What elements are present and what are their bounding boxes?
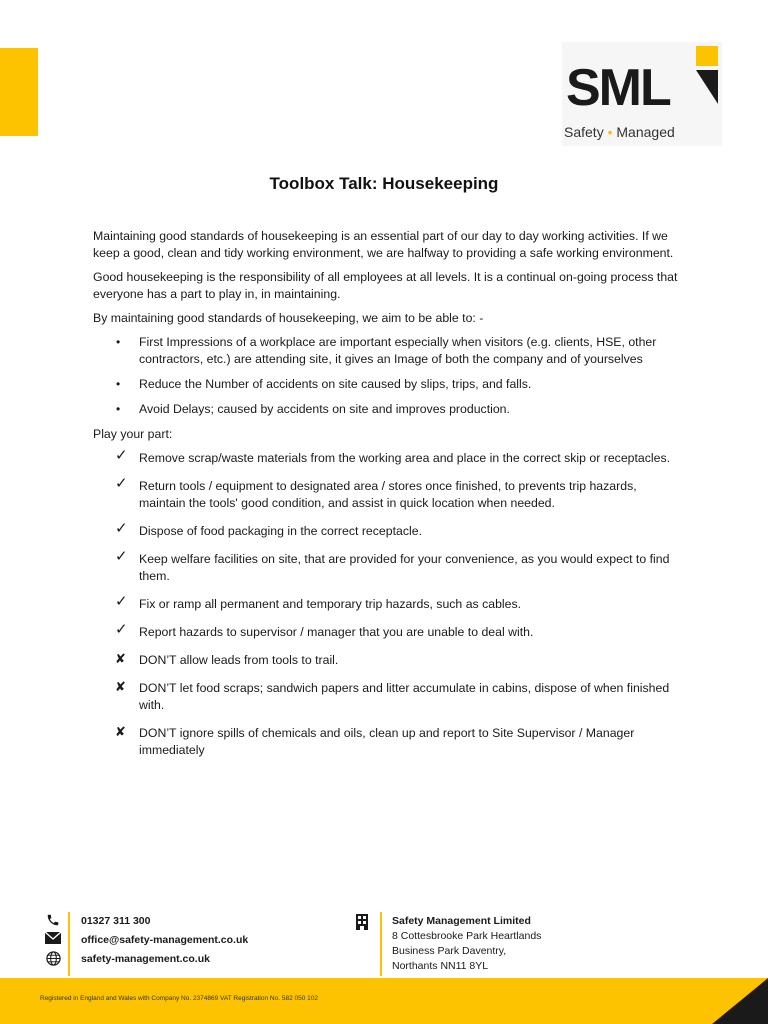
checkmark-icon: ✓ — [115, 447, 128, 464]
divider — [380, 912, 382, 976]
footer-corner-triangle — [712, 978, 768, 1024]
company-logo — [562, 42, 722, 146]
list-item: ✓ Report hazards to supervisor / manager that you are unable to deal with. — [115, 621, 534, 639]
list-item: ✘ DON’T allow leads from tools to trail. — [115, 651, 339, 667]
footer-contacts — [0, 910, 768, 978]
company-name: Safety Management Limited — [392, 915, 531, 927]
list-item: ✓ Remove scrap/waste materials from the working area and place in the correct skip or receptacles. — [115, 447, 671, 465]
list-item: ✓ Fix or ramp all permanent and temporary trip hazards, such as cables. — [115, 593, 522, 611]
list-item: • Avoid Delays; caused by accidents on site and improves production. — [116, 402, 510, 416]
globe-icon — [44, 951, 62, 969]
list-item: ✘ DON’T ignore spills of chemicals and oils, clean up and report to Site Supervisor / Manager immediately — [115, 724, 635, 757]
email-link[interactable]: office@safety-management.co.uk — [81, 934, 249, 946]
envelope-icon — [44, 932, 62, 947]
cross-icon: ✘ — [115, 724, 126, 739]
phone-number: 01327 311 300 — [81, 915, 151, 927]
bullet-icon: • — [116, 402, 121, 416]
intro-paragraph: By maintaining good standards of housekeeping, we aim to be able to: - — [93, 311, 484, 325]
cross-icon: ✘ — [115, 651, 126, 666]
registration-text: Registered in England and Wales with Company No. 2374869 VAT Registration No. 582 050 102 — [40, 995, 318, 1002]
intro-paragraph: Good housekeeping is the responsibility of all employees at all levels. It is a continual on-going process that everyone has a part to play in, in maintaining. — [93, 270, 678, 301]
address-line: Business Park Daventry, — [392, 945, 507, 957]
list-item: • Reduce the Number of accidents on site caused by slips, trips, and falls. — [116, 377, 532, 391]
list-item: ✘ DON’T let food scraps; sandwich papers and litter accumulate in cabins, dispose of when finished with. — [115, 679, 670, 712]
bullet-icon: • — [116, 377, 121, 391]
document-body — [93, 228, 678, 770]
aims-list — [93, 334, 678, 418]
dos-list — [93, 447, 678, 759]
logo-square — [696, 46, 718, 66]
accent-bar — [0, 48, 38, 136]
checkmark-icon: ✓ — [115, 593, 128, 610]
list-item: ✓ Dispose of food packaging in the correct receptacle. — [115, 520, 422, 538]
bullet-icon: • — [116, 335, 121, 349]
section-heading: Play your part: — [93, 427, 173, 441]
website-link[interactable]: safety-management.co.uk — [81, 953, 210, 965]
address-line: 8 Cottesbrooke Park Heartlands — [392, 930, 542, 942]
intro-paragraph: Maintaining good standards of housekeeping is an essential part of our day to day working activities. If we keep a good, clean and tidy working environment, we are halfway to providing a safe working environment. — [93, 229, 674, 260]
logo-triangle — [696, 70, 718, 104]
building-icon — [356, 914, 368, 930]
logo-tagline: Safety • Managed — [564, 124, 675, 140]
checkmark-icon: ✓ — [115, 475, 128, 492]
list-item: ✓ Keep welfare facilities on site, that are provided for your convenience, as you would expect to find them. — [115, 548, 670, 583]
checkmark-icon: ✓ — [115, 621, 128, 638]
logo-wordmark: SML — [566, 59, 670, 117]
list-item: ✓ Return tools / equipment to designated area / stores once finished, to prevents trip hazards, maintain the tools' good condition, and assist in quick location when needed. — [115, 475, 637, 510]
footer-band — [0, 978, 768, 1024]
list-item: • First Impressions of a workplace are important especially when visitors (e.g. clients, HSE, other contractors, etc.) are attending site, it gives an Image of both the company and of yourselves — [116, 335, 657, 366]
checkmark-icon: ✓ — [115, 520, 128, 537]
divider — [68, 912, 70, 976]
address-line: Northants NN11 8YL — [392, 960, 489, 972]
page-title: Toolbox Talk: Housekeeping — [269, 174, 499, 193]
phone-icon — [44, 913, 62, 930]
cross-icon: ✘ — [115, 679, 126, 694]
checkmark-icon: ✓ — [115, 548, 128, 565]
